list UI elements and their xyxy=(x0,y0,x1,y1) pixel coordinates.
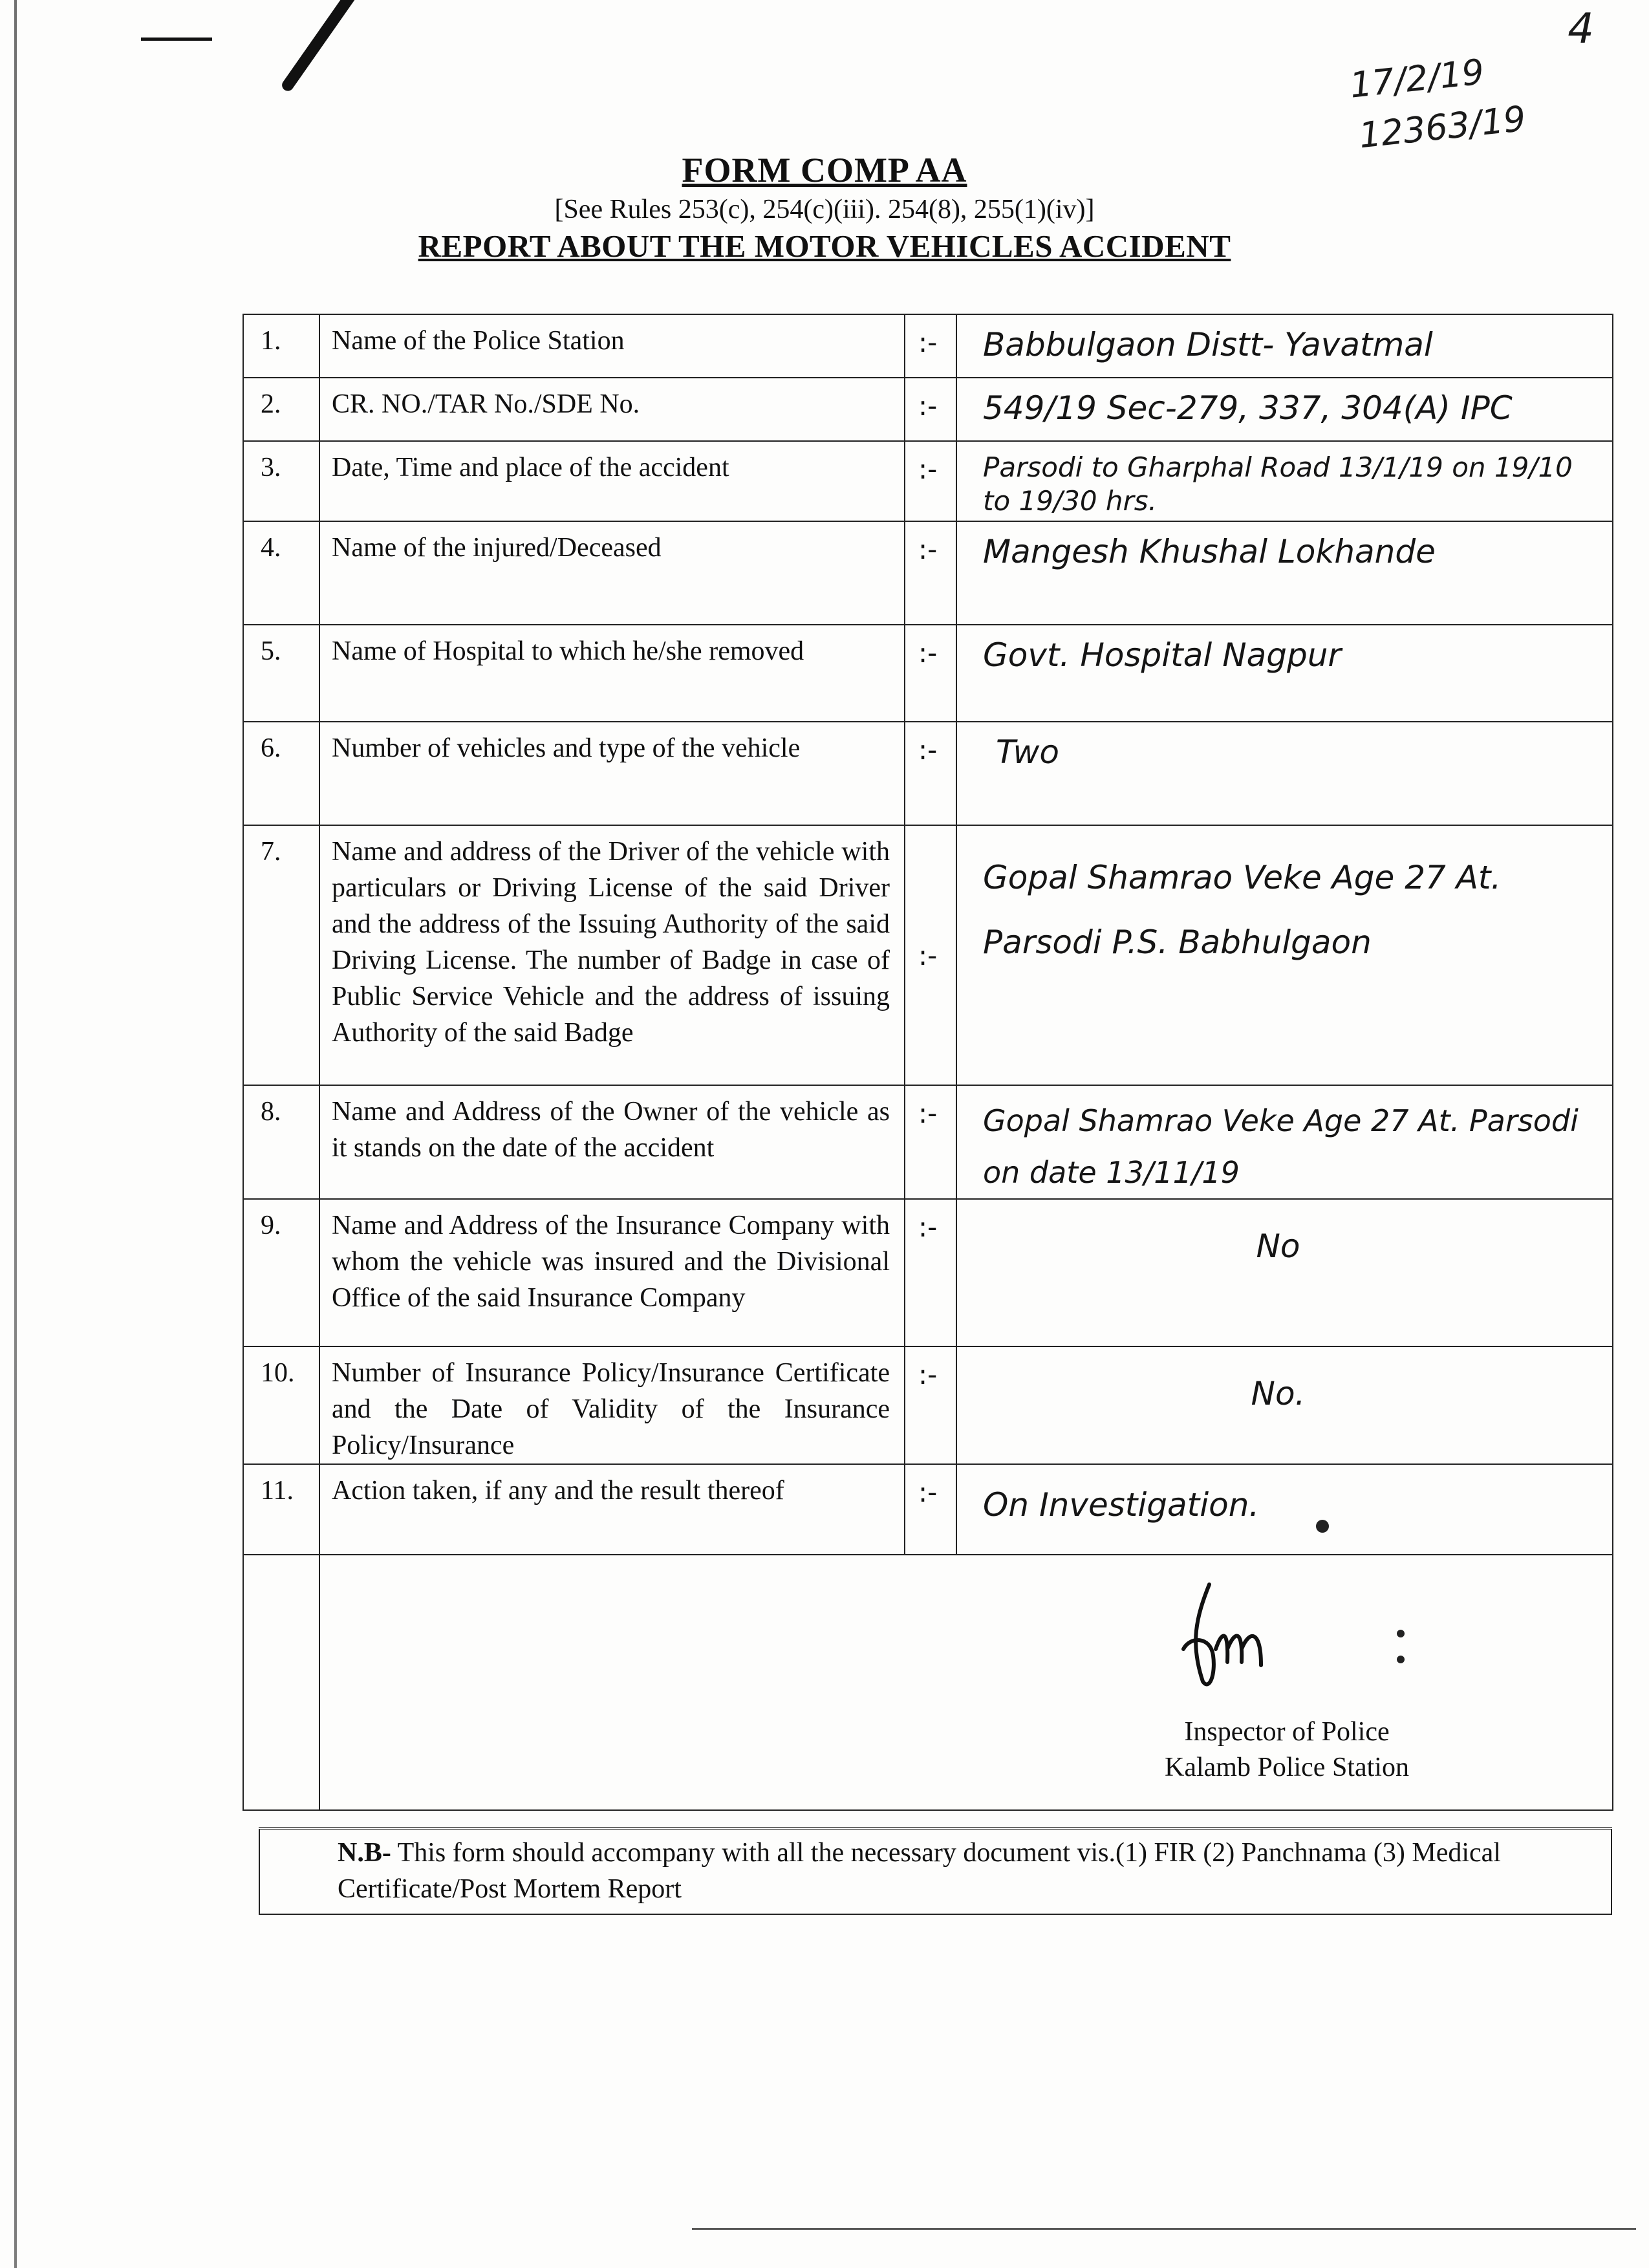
row-label: CR. NO./TAR No./SDE No. xyxy=(319,378,905,441)
page-number: 4 xyxy=(1568,5,1594,53)
row-label: Number of vehicles and type of the vehicle xyxy=(319,722,905,825)
row-number: 4. xyxy=(243,521,319,625)
signatory-designation: Inspector of Police xyxy=(1184,1717,1390,1747)
table-row xyxy=(243,1199,1613,1346)
row-number: 2. xyxy=(243,378,319,441)
table-row xyxy=(243,1085,1613,1199)
row-number: 6. xyxy=(243,722,319,825)
row-number: 8. xyxy=(243,1085,319,1199)
note-cell xyxy=(259,1828,1611,1914)
note-prefix: N.B- xyxy=(338,1838,391,1868)
row-label: Name and address of the Driver of the vehicle with particulars or Driving License of the said Driver and the address of the Issuing Authority of the said Driving License. The number of Badge in case of Public Service Vehicle and the address of issuing Authority of the said Badge xyxy=(319,825,905,1085)
row-separator: :- xyxy=(905,1464,956,1555)
row-value: Two xyxy=(956,722,1613,825)
row-value: No. xyxy=(956,1346,1613,1464)
ink-dot xyxy=(1316,1520,1329,1533)
table-row xyxy=(243,441,1613,521)
row-label: Date, Time and place of the accident xyxy=(319,441,905,521)
note-text: This form should accompany with all the necessary document vis.(1) FIR (2) Panchnama (3) Medical Certificate/Post Mortem Report xyxy=(338,1838,1501,1904)
row-number: 1. xyxy=(243,314,319,378)
row-separator: :- xyxy=(905,521,956,625)
report-title: REPORT ABOUT THE MOTOR VEHICLES ACCIDENT xyxy=(418,228,1231,264)
pen-stroke-mark xyxy=(280,0,375,93)
bottom-rule xyxy=(692,2228,1636,2230)
corner-note-date: 17/2/19 xyxy=(1348,51,1486,106)
row-label: Name of the Police Station xyxy=(319,314,905,378)
scan-mark xyxy=(141,38,212,41)
scan-margin-line xyxy=(14,0,17,2268)
row-number: 11. xyxy=(243,1464,319,1555)
row-separator: :- xyxy=(905,625,956,722)
table-row xyxy=(243,1346,1613,1464)
table-row xyxy=(243,314,1613,378)
row-separator: :- xyxy=(905,441,956,521)
row-separator: :- xyxy=(905,825,956,1085)
table-row xyxy=(243,1464,1613,1555)
row-label: Name of Hospital to which he/she removed xyxy=(319,625,905,722)
row-value: 549/19 Sec-279, 337, 304(A) IPC xyxy=(956,378,1613,441)
row-separator: :- xyxy=(905,314,956,378)
row-separator: :- xyxy=(905,722,956,825)
row-label: Name of the injured/Deceased xyxy=(319,521,905,625)
row-label: Name and Address of the Insurance Company with whom the vehicle was insured and the Divisional Office of the said Insurance Company xyxy=(319,1199,905,1346)
row-number: 10. xyxy=(243,1346,319,1464)
row-separator: :- xyxy=(905,378,956,441)
corner-note-reference: 12363/19 xyxy=(1357,98,1528,157)
handwritten-signature xyxy=(1164,1578,1280,1701)
row-value: No xyxy=(956,1199,1613,1346)
row-value: Gopal Shamrao Veke Age 27 At. Parsodi on date 13/11/19 xyxy=(956,1085,1613,1199)
ink-dot xyxy=(1397,1656,1405,1663)
row-label: Number of Insurance Policy/Insurance Certificate and the Date of Validity of the Insurance Policy/Insurance xyxy=(319,1346,905,1464)
form-title: FORM COMP AA xyxy=(682,151,967,189)
rules-reference: [See Rules 253(c), 254(c)(iii). 254(8), 255(1)(iv)] xyxy=(554,195,1095,224)
row-label: Action taken, if any and the result thereof xyxy=(319,1464,905,1555)
row-number: 9. xyxy=(243,1199,319,1346)
row-value: Babbulgaon Distt- Yavatmal xyxy=(956,314,1613,378)
row-value: Gopal Shamrao Veke Age 27 At. Parsodi P.S. Babhulgaon xyxy=(956,825,1613,1085)
table-row xyxy=(243,722,1613,825)
row-separator: :- xyxy=(905,1085,956,1199)
row-value: Govt. Hospital Nagpur xyxy=(956,625,1613,722)
row-number: 5. xyxy=(243,625,319,722)
row-label: Name and Address of the Owner of the vehicle as it stands on the date of the accident xyxy=(319,1085,905,1199)
note-box xyxy=(259,1827,1612,1915)
row-number: 7. xyxy=(243,825,319,1085)
table-row xyxy=(243,625,1613,722)
note-row xyxy=(259,1828,1611,1914)
row-value: Parsodi to Gharphal Road 13/1/19 on 19/10 to 19/30 hrs. xyxy=(956,441,1613,521)
row-separator: :- xyxy=(905,1346,956,1464)
empty-cell xyxy=(243,1555,319,1810)
row-number: 3. xyxy=(243,441,319,521)
table-row xyxy=(243,378,1613,441)
row-separator: :- xyxy=(905,1199,956,1346)
accident-report-table xyxy=(242,314,1613,1811)
table-row xyxy=(243,521,1613,625)
row-value: On Investigation. xyxy=(956,1464,1613,1555)
ink-dot xyxy=(1397,1630,1405,1637)
signatory-station: Kalamb Police Station xyxy=(1165,1753,1409,1782)
row-value: Mangesh Khushal Lokhande xyxy=(956,521,1613,625)
table-row xyxy=(243,825,1613,1085)
